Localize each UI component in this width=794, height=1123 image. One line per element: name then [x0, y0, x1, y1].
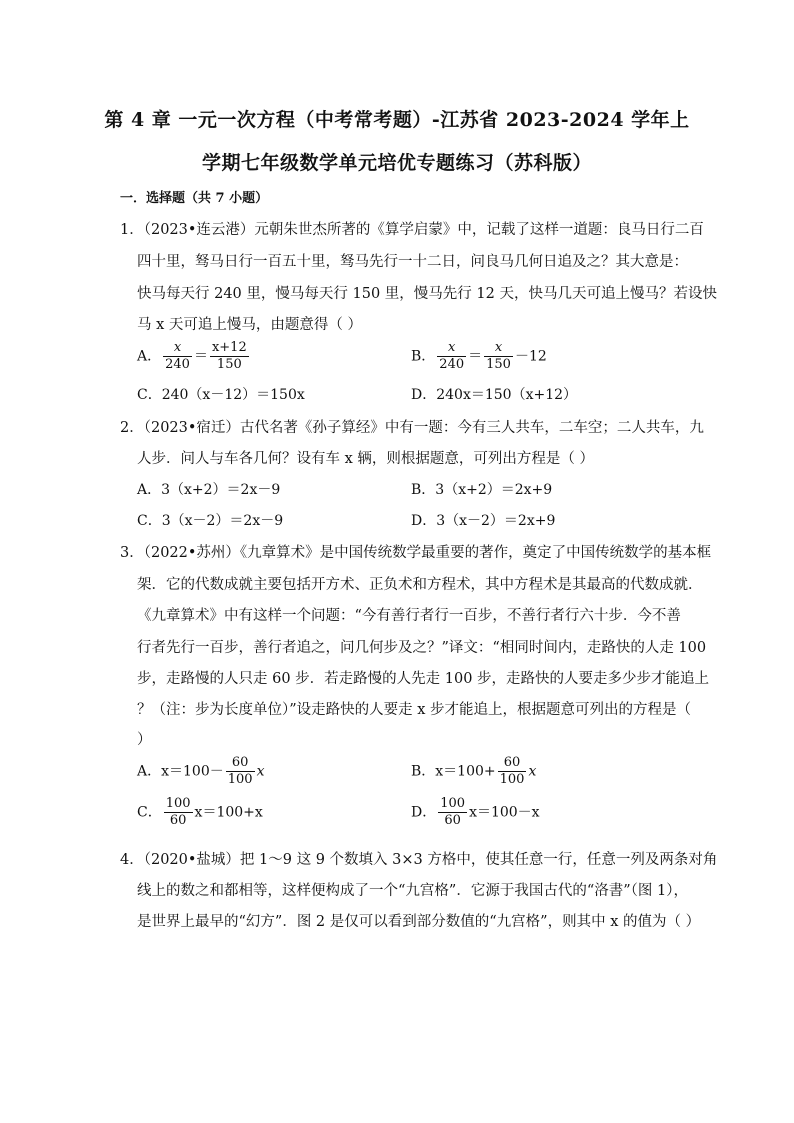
fraction-denominator: 100	[227, 772, 253, 787]
fraction	[484, 340, 513, 373]
question-3-option-a	[137, 755, 264, 788]
question-2-option-c: C．3（x－2）＝2x－9	[137, 513, 284, 529]
option-b-tail: －12	[514, 348, 547, 365]
fraction-denominator: 100	[499, 772, 525, 787]
fraction-denominator: 240	[165, 357, 190, 372]
question-3-line-2: 架．它的代数成就主要包括开方术、正负术和方程术，其中方程术是其最高的代数成就．	[137, 577, 703, 593]
option-c-suffix: x＝100+x	[194, 804, 263, 821]
fraction	[438, 796, 467, 829]
fraction	[164, 796, 193, 829]
question-3-line-5: 步，走路慢的人只走 60 步．若走路慢的人先走 100 步，走路快的人要走多少步才能追上	[137, 671, 710, 687]
fraction-denominator: 60	[444, 813, 461, 828]
question-2-line-2: 人步．问人与车各几何？设有车 x 辆，则根据题意，可列出方程是（ ）	[137, 451, 595, 467]
fraction-numerator: x	[484, 340, 513, 357]
fraction-numerator: x+12	[211, 340, 247, 355]
question-3-line-3: 《九章算术》中有这样一个问题：“今有善行者行一百步，不善行者行六十步．今不善	[137, 608, 681, 624]
fraction	[498, 755, 527, 788]
fraction	[163, 340, 192, 373]
equals-sign: ＝	[193, 348, 208, 365]
question-1-line-4: 马 x 天可追上慢马，由题意得（ ）	[137, 317, 363, 333]
fraction-denominator: 150	[216, 357, 242, 372]
question-2-option-b: B．3（x+2）＝2x+9	[411, 482, 553, 498]
question-3-option-d	[411, 796, 540, 829]
question-3-line-4: 行者先行一百步，善行者追之，问几何步及之？”译文：“相同时间内，走路快的人走 100	[137, 640, 707, 656]
question-3-line-6: ？（注：步为长度单位）”设走路快的人要走 x 步才能追上，根据题意可列出的方程是（	[137, 702, 692, 718]
fraction-denominator: 60	[169, 813, 187, 828]
document-title-line-2: 学期七年级数学单元培优专题练习（苏科版）	[201, 152, 592, 174]
question-1-option-c: C．240（x－12）＝150x	[137, 387, 305, 403]
fraction	[210, 340, 249, 373]
option-a-prefix: A．x＝100－	[137, 763, 224, 780]
question-3-line-7: ）	[137, 732, 152, 748]
question-1-line-2: 四十里，驽马日行一百五十里，驽马先行一十二日，问良马几何日追及之？其大意是：	[137, 254, 688, 270]
option-b-label: B．	[411, 348, 436, 365]
question-1-option-a	[137, 340, 251, 373]
option-a-suffix: x	[256, 763, 265, 780]
fraction-denominator: 150	[486, 357, 511, 372]
option-a-label: A．	[137, 348, 162, 365]
fraction-numerator: 100	[165, 796, 191, 811]
question-4-line-1: 4．（2020•盐城）把 1～9 这 9 个数填入 3×3 方格中，使其任意一行，任意一列及两条对角	[120, 852, 718, 868]
equals-sign: ＝	[468, 348, 483, 365]
question-4-line-3: 是世界上最早的“幻方”．图 2 是仅可以看到部分数值的“九宫格”，则其中 x 的值为（ ）	[137, 914, 701, 930]
fraction-numerator: 60	[498, 755, 527, 772]
question-2-option-d: D．3（x－2）＝2x+9	[411, 513, 556, 529]
fraction-numerator: x	[163, 340, 192, 357]
option-b-prefix: B．x＝100+	[411, 763, 496, 780]
question-1-line-1: 1．（2023•连云港）元朝朱世杰所著的《算学启蒙》中，记载了这样一道题：良马日行二百	[120, 222, 704, 238]
fraction	[437, 340, 466, 373]
question-3-option-c	[137, 796, 263, 829]
question-2-option-a: A．3（x+2）＝2x－9	[137, 482, 281, 498]
option-d-prefix: D．	[411, 804, 437, 821]
option-d-suffix: x＝100－x	[469, 804, 540, 821]
question-1-option-d: D．240x＝150（x+12）	[411, 387, 578, 403]
question-1-option-b	[411, 340, 547, 373]
option-b-suffix: x	[528, 763, 537, 780]
fraction-numerator: x	[437, 340, 466, 357]
question-4-line-2: 线上的数之和都相等，这样便构成了一个“九宫格”．它源于我国古代的“洛書”（图 1），	[137, 883, 688, 899]
fraction-denominator: 240	[439, 357, 465, 372]
fraction	[226, 755, 255, 788]
option-c-prefix: C．	[137, 804, 162, 821]
fraction-numerator: 60	[226, 755, 255, 772]
document-title-line-1: 第 4 章 一元一次方程（中考常考题）-江苏省 2023-2024 学年上	[104, 109, 690, 131]
question-1-line-3: 快马每天行 240 里，慢马每天行 150 里，慢马先行 12 天，快马几天可追上慢马？若设快	[137, 286, 717, 302]
question-3-option-b	[411, 755, 536, 788]
question-3-line-1: 3．（2022•苏州）《九章算术》是中国传统数学最重要的著作，奠定了中国传统数学的基本框	[120, 545, 712, 561]
question-2-line-1: 2．（2023•宿迁）古代名著《孙子算经》中有一题：今有三人共车，二车空；二人共车，九	[120, 420, 704, 436]
fraction-numerator: 100	[440, 796, 466, 811]
section-heading: 一．选择题（共 7 小题）	[120, 191, 269, 206]
